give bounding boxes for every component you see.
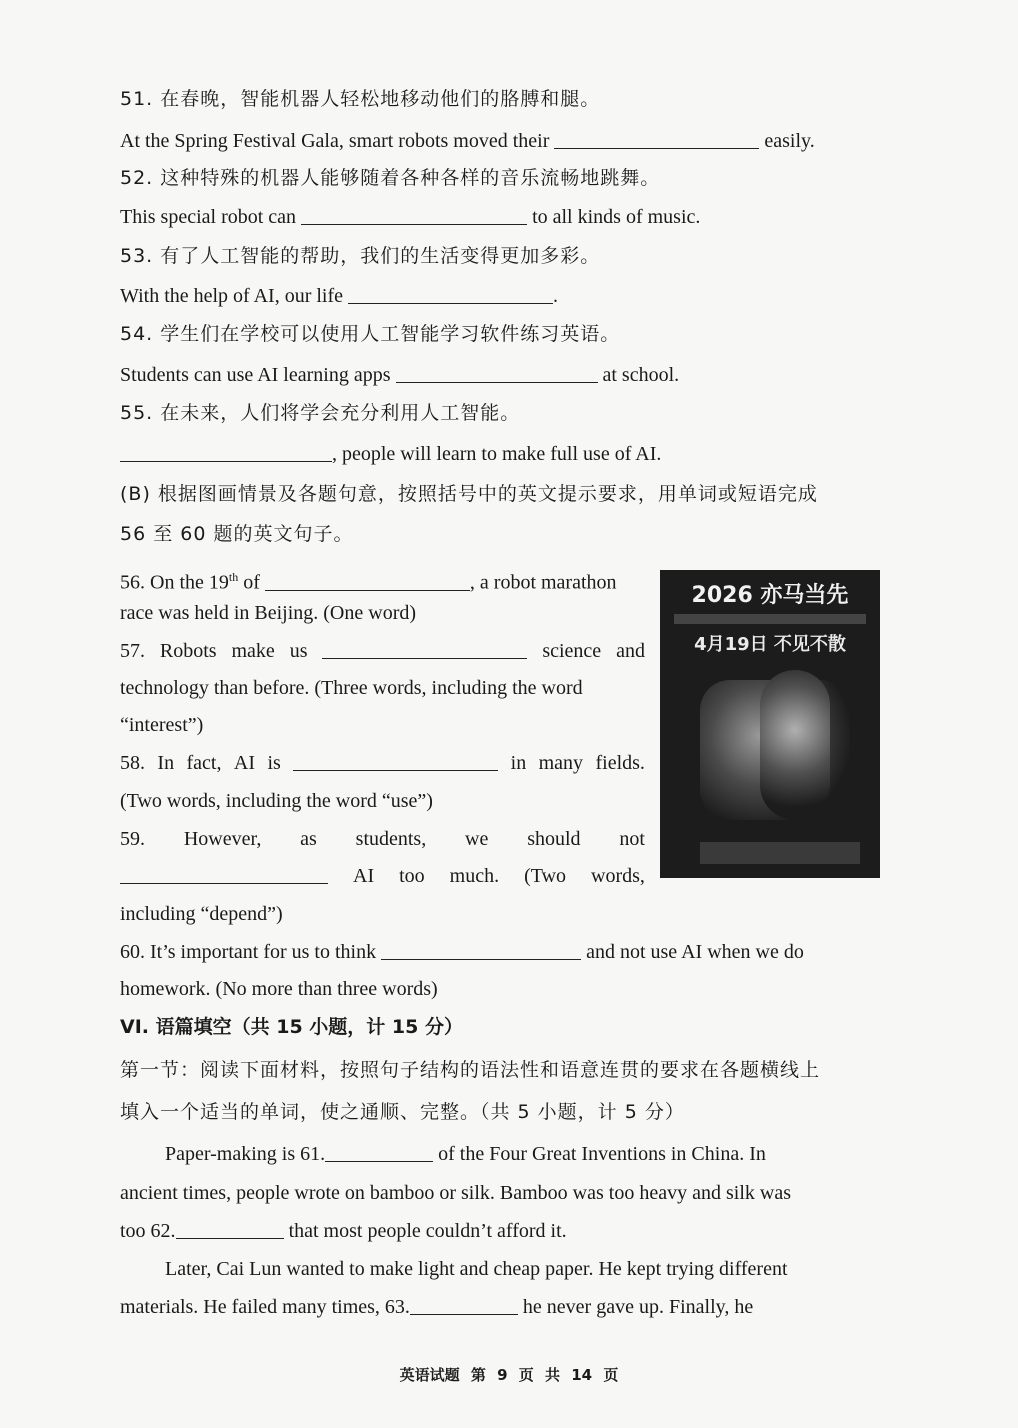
q59-line-3: including “depend”) bbox=[120, 903, 283, 925]
q59-blank[interactable] bbox=[120, 863, 328, 884]
robot-marathon-poster bbox=[660, 570, 880, 878]
q57-blank[interactable] bbox=[322, 638, 527, 659]
section-6-heading: VI. 语篇填空（共 15 小题，计 15 分） bbox=[120, 1016, 463, 1038]
q58-line-1: 58. In fact, AI is in many fields. bbox=[120, 752, 645, 774]
q58-blank[interactable] bbox=[293, 750, 498, 771]
poster-footer-strip bbox=[700, 842, 860, 864]
q55-english: , people will learn to make full use of AI. bbox=[120, 441, 880, 467]
q54-english: Students can use AI learning apps at school. bbox=[120, 364, 680, 386]
q57-line-1: 57. Robots make us science and bbox=[120, 640, 645, 662]
q59-line-2: AI too much. (Two words, bbox=[120, 863, 645, 889]
q54-chinese: 54. 学生们在学校可以使用人工智能学习软件练习英语。 bbox=[120, 323, 621, 345]
q53-chinese: 53. 有了人工智能的帮助，我们的生活变得更加多彩。 bbox=[120, 245, 601, 267]
q52-chinese: 52. 这种特殊的机器人能够随着各种各样的音乐流畅地跳舞。 bbox=[120, 167, 661, 189]
poster-title: 2026 亦马当先 bbox=[691, 583, 849, 608]
poster-subtitle-strip bbox=[674, 614, 866, 624]
passage-p1-line-2: ancient times, people wrote on bamboo or silk. Bamboo was too heavy and silk was bbox=[120, 1182, 791, 1204]
q62-blank[interactable] bbox=[176, 1218, 284, 1239]
passage-p2-line-2: materials. He failed many times, 63. he never gave up. Finally, he bbox=[120, 1296, 754, 1318]
poster-date: 4月19日 不见不散 bbox=[694, 634, 846, 655]
passage-p2-line-1: Later, Cai Lun wanted to make light and cheap paper. He kept trying different bbox=[165, 1258, 788, 1280]
poster-graphic-highlight bbox=[760, 670, 830, 820]
q53-blank[interactable] bbox=[348, 283, 553, 304]
q58-line-2: (Two words, including the word “use”) bbox=[120, 790, 433, 812]
section-6-intro-2: 填入一个适当的单词，使之通顺、完整。（共 5 小题，计 5 分） bbox=[120, 1101, 685, 1123]
section-b-instruction-2: 56 至 60 题的英文句子。 bbox=[120, 523, 354, 545]
q52-blank[interactable] bbox=[301, 204, 527, 225]
q55-chinese: 55. 在未来，人们将学会充分利用人工智能。 bbox=[120, 402, 521, 424]
q61-blank[interactable] bbox=[325, 1141, 433, 1162]
q60-blank[interactable] bbox=[381, 939, 581, 960]
section-6-intro-1: 第一节：阅读下面材料，按照句子结构的语法性和语意连贯的要求在各题横线上 bbox=[120, 1059, 821, 1081]
q54-blank[interactable] bbox=[396, 362, 598, 383]
q59-line-1: 59. However, as students, we should not bbox=[120, 828, 645, 850]
q53-english: With the help of AI, our life . bbox=[120, 285, 559, 307]
q51-blank[interactable] bbox=[554, 128, 759, 149]
q56-line-2: race was held in Beijing. (One word) bbox=[120, 602, 417, 624]
q52-english: This special robot can to all kinds of music. bbox=[120, 206, 701, 228]
q56-blank[interactable] bbox=[265, 570, 470, 591]
q57-line-2: technology than before. (Three words, including the word bbox=[120, 677, 583, 699]
passage-p1-line-3: too 62. that most people couldn’t afford it. bbox=[120, 1220, 567, 1242]
section-b-instruction-1: (B) 根据图画情景及各题句意，按照括号中的英文提示要求，用单词或短语完成 bbox=[120, 483, 818, 505]
q63-blank[interactable] bbox=[410, 1294, 518, 1315]
page-footer: 英语试题 第 9 页 共 14 页 bbox=[399, 1366, 619, 1384]
q51-chinese: 51. 在春晚，智能机器人轻松地移动他们的胳膊和腿。 bbox=[120, 88, 601, 110]
q51-english: At the Spring Festival Gala, smart robots moved their easily. bbox=[120, 130, 815, 152]
q56-line-1: 56. On the 19th of , a robot marathon bbox=[120, 570, 617, 594]
q55-blank[interactable] bbox=[120, 441, 332, 462]
q60-line-1: 60. It’s important for us to think and not use AI when we do bbox=[120, 941, 804, 963]
passage-p1-line-1: Paper-making is 61. of the Four Great Inventions in China. In bbox=[165, 1143, 766, 1165]
q57-line-3: “interest”) bbox=[120, 714, 204, 736]
q60-line-2: homework. (No more than three words) bbox=[120, 978, 438, 1000]
